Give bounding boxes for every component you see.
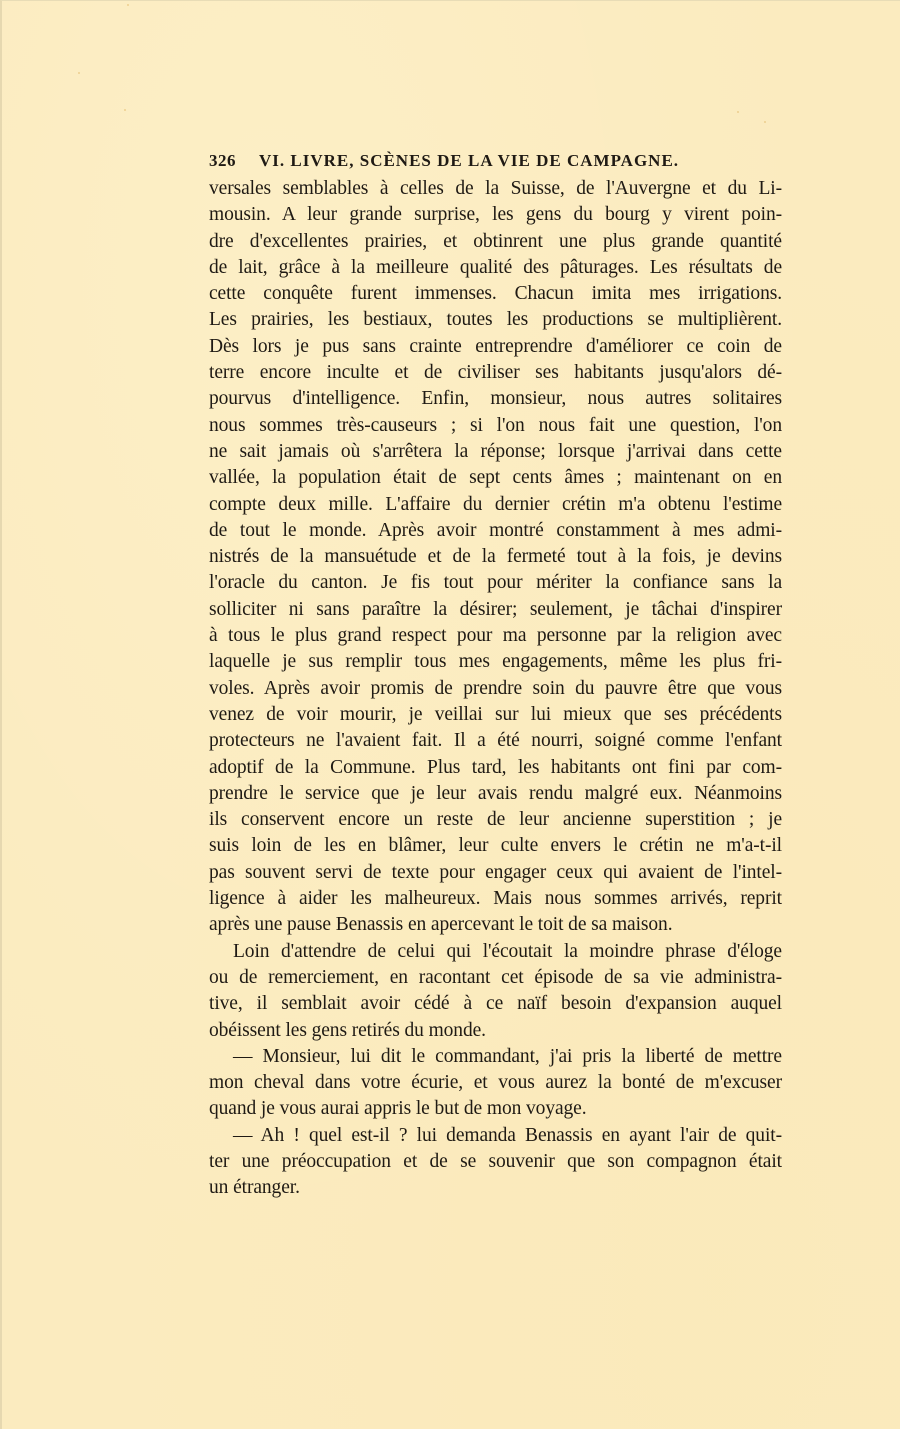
running-head (209, 151, 782, 175)
text-line: ils conservent encore un reste de leur ancienne superstition ; je (209, 809, 782, 831)
text-line: cette conquête furent immenses. Chacun imita mes irrigations. (209, 283, 782, 305)
text-line: de tout le monde. Après avoir montré constamment à mes admi- (209, 519, 782, 541)
body-text (209, 176, 782, 1202)
text-line: suis loin de les en blâmer, leur culte envers le crétin ne m'a-t-il (209, 835, 782, 857)
text-line: ter une préoccupation et de se souvenir que son compagnon était (209, 1150, 782, 1172)
text-line: pas souvent servi de texte pour engager ceux qui avaient de l'intel- (209, 861, 782, 883)
paragraph (209, 1044, 782, 1123)
text-line: voles. Après avoir promis de prendre soin du pauvre être que vous (209, 677, 782, 699)
running-title: VI. LIVRE, SCÈNES DE LA VIE DE CAMPAGNE. (259, 151, 680, 170)
text-line: compte deux mille. L'affaire du dernier crétin m'a obtenu l'estime (209, 493, 782, 515)
text-line: mousin. A leur grande surprise, les gens du bourg y virent poin- (209, 204, 782, 226)
text-line: ou de remerciement, en racontant cet épisode de sa vie administra- (209, 966, 782, 988)
text-line: terre encore inculte et de civiliser ses habitants jusqu'alors dé- (209, 362, 782, 384)
text-line: Les prairies, les bestiaux, toutes les productions se multiplièrent. (209, 309, 782, 331)
text-line: de lait, grâce à la meilleure qualité des pâturages. Les résultats de (209, 256, 782, 278)
text-line: quand je vous aurai appris le but de mon voyage. (209, 1098, 587, 1120)
text-line: versales semblables à celles de la Suisse, de l'Auvergne et du Li- (209, 178, 782, 199)
text-line: solliciter ni sans paraître la désirer; seulement, je tâchai d'inspirer (209, 598, 782, 620)
text-line: dre d'excellentes prairies, et obtinrent une plus grande quantité (209, 230, 782, 252)
text-line: — Ah ! quel est-il ? lui demanda Benassis en ayant l'air de quit- (233, 1124, 782, 1146)
paragraph (209, 1123, 782, 1202)
paragraph (209, 939, 782, 1044)
paper-speck (78, 72, 80, 74)
paper-speck (737, 111, 739, 113)
text-line: Loin d'attendre de celui qui l'écoutait la moindre phrase d'éloge (233, 940, 782, 962)
paragraph (209, 176, 782, 939)
text-line: nistrés de la mansuétude et de la fermeté tout à la fois, je devins (209, 546, 782, 568)
page-number: 326 (209, 151, 236, 170)
paper-speck (764, 121, 766, 123)
text-line: prendre le service que je leur avais rendu malgré eux. Néanmoins (209, 782, 782, 804)
text-line: pourvus d'intelligence. Enfin, monsieur, nous autres solitaires (209, 388, 782, 410)
text-line: mon cheval dans votre écurie, et vous aurez la bonté de m'excuser (209, 1072, 782, 1094)
text-line: ligence à aider les malheureux. Mais nous sommes arrivés, reprit (209, 888, 782, 910)
text-line: tive, il semblait avoir cédé à ce naïf besoin d'expansion auquel (209, 993, 782, 1015)
text-line: un étranger. (209, 1177, 300, 1199)
text-line: Dès lors je pus sans crainte entreprendre d'améliorer ce coin de (209, 335, 782, 357)
paper-speck (127, 4, 129, 6)
text-line: à tous le plus grand respect pour ma personne par la religion avec (209, 625, 782, 647)
text-line: obéissent les gens retirés du monde. (209, 1019, 486, 1041)
text-line: — Monsieur, lui dit le commandant, j'ai pris la liberté de mettre (233, 1045, 782, 1067)
text-line: laquelle je sus remplir tous mes engagements, même les plus fri- (209, 651, 782, 673)
text-line: nous sommes très-causeurs ; si l'on nous fait une question, l'on (209, 414, 782, 436)
text-line: ne sait jamais où s'arrêtera la réponse; lorsque j'arrivai dans cette (209, 440, 782, 462)
text-line: vallée, la population était de sept cents âmes ; maintenant on en (209, 467, 782, 489)
text-line: l'oracle du canton. Je fis tout pour mériter la confiance sans la (209, 572, 782, 594)
text-line: après une pause Benassis en apercevant le toit de sa maison. (209, 914, 673, 936)
text-line: protecteurs ne l'avaient fait. Il a été nourri, soigné comme l'enfant (209, 730, 782, 752)
text-line: adoptif de la Commune. Plus tard, les habitants ont fini par com- (209, 756, 782, 778)
paper-speck (124, 109, 126, 111)
text-line: venez de voir mourir, je veillai sur lui mieux que ses précédents (209, 703, 782, 725)
